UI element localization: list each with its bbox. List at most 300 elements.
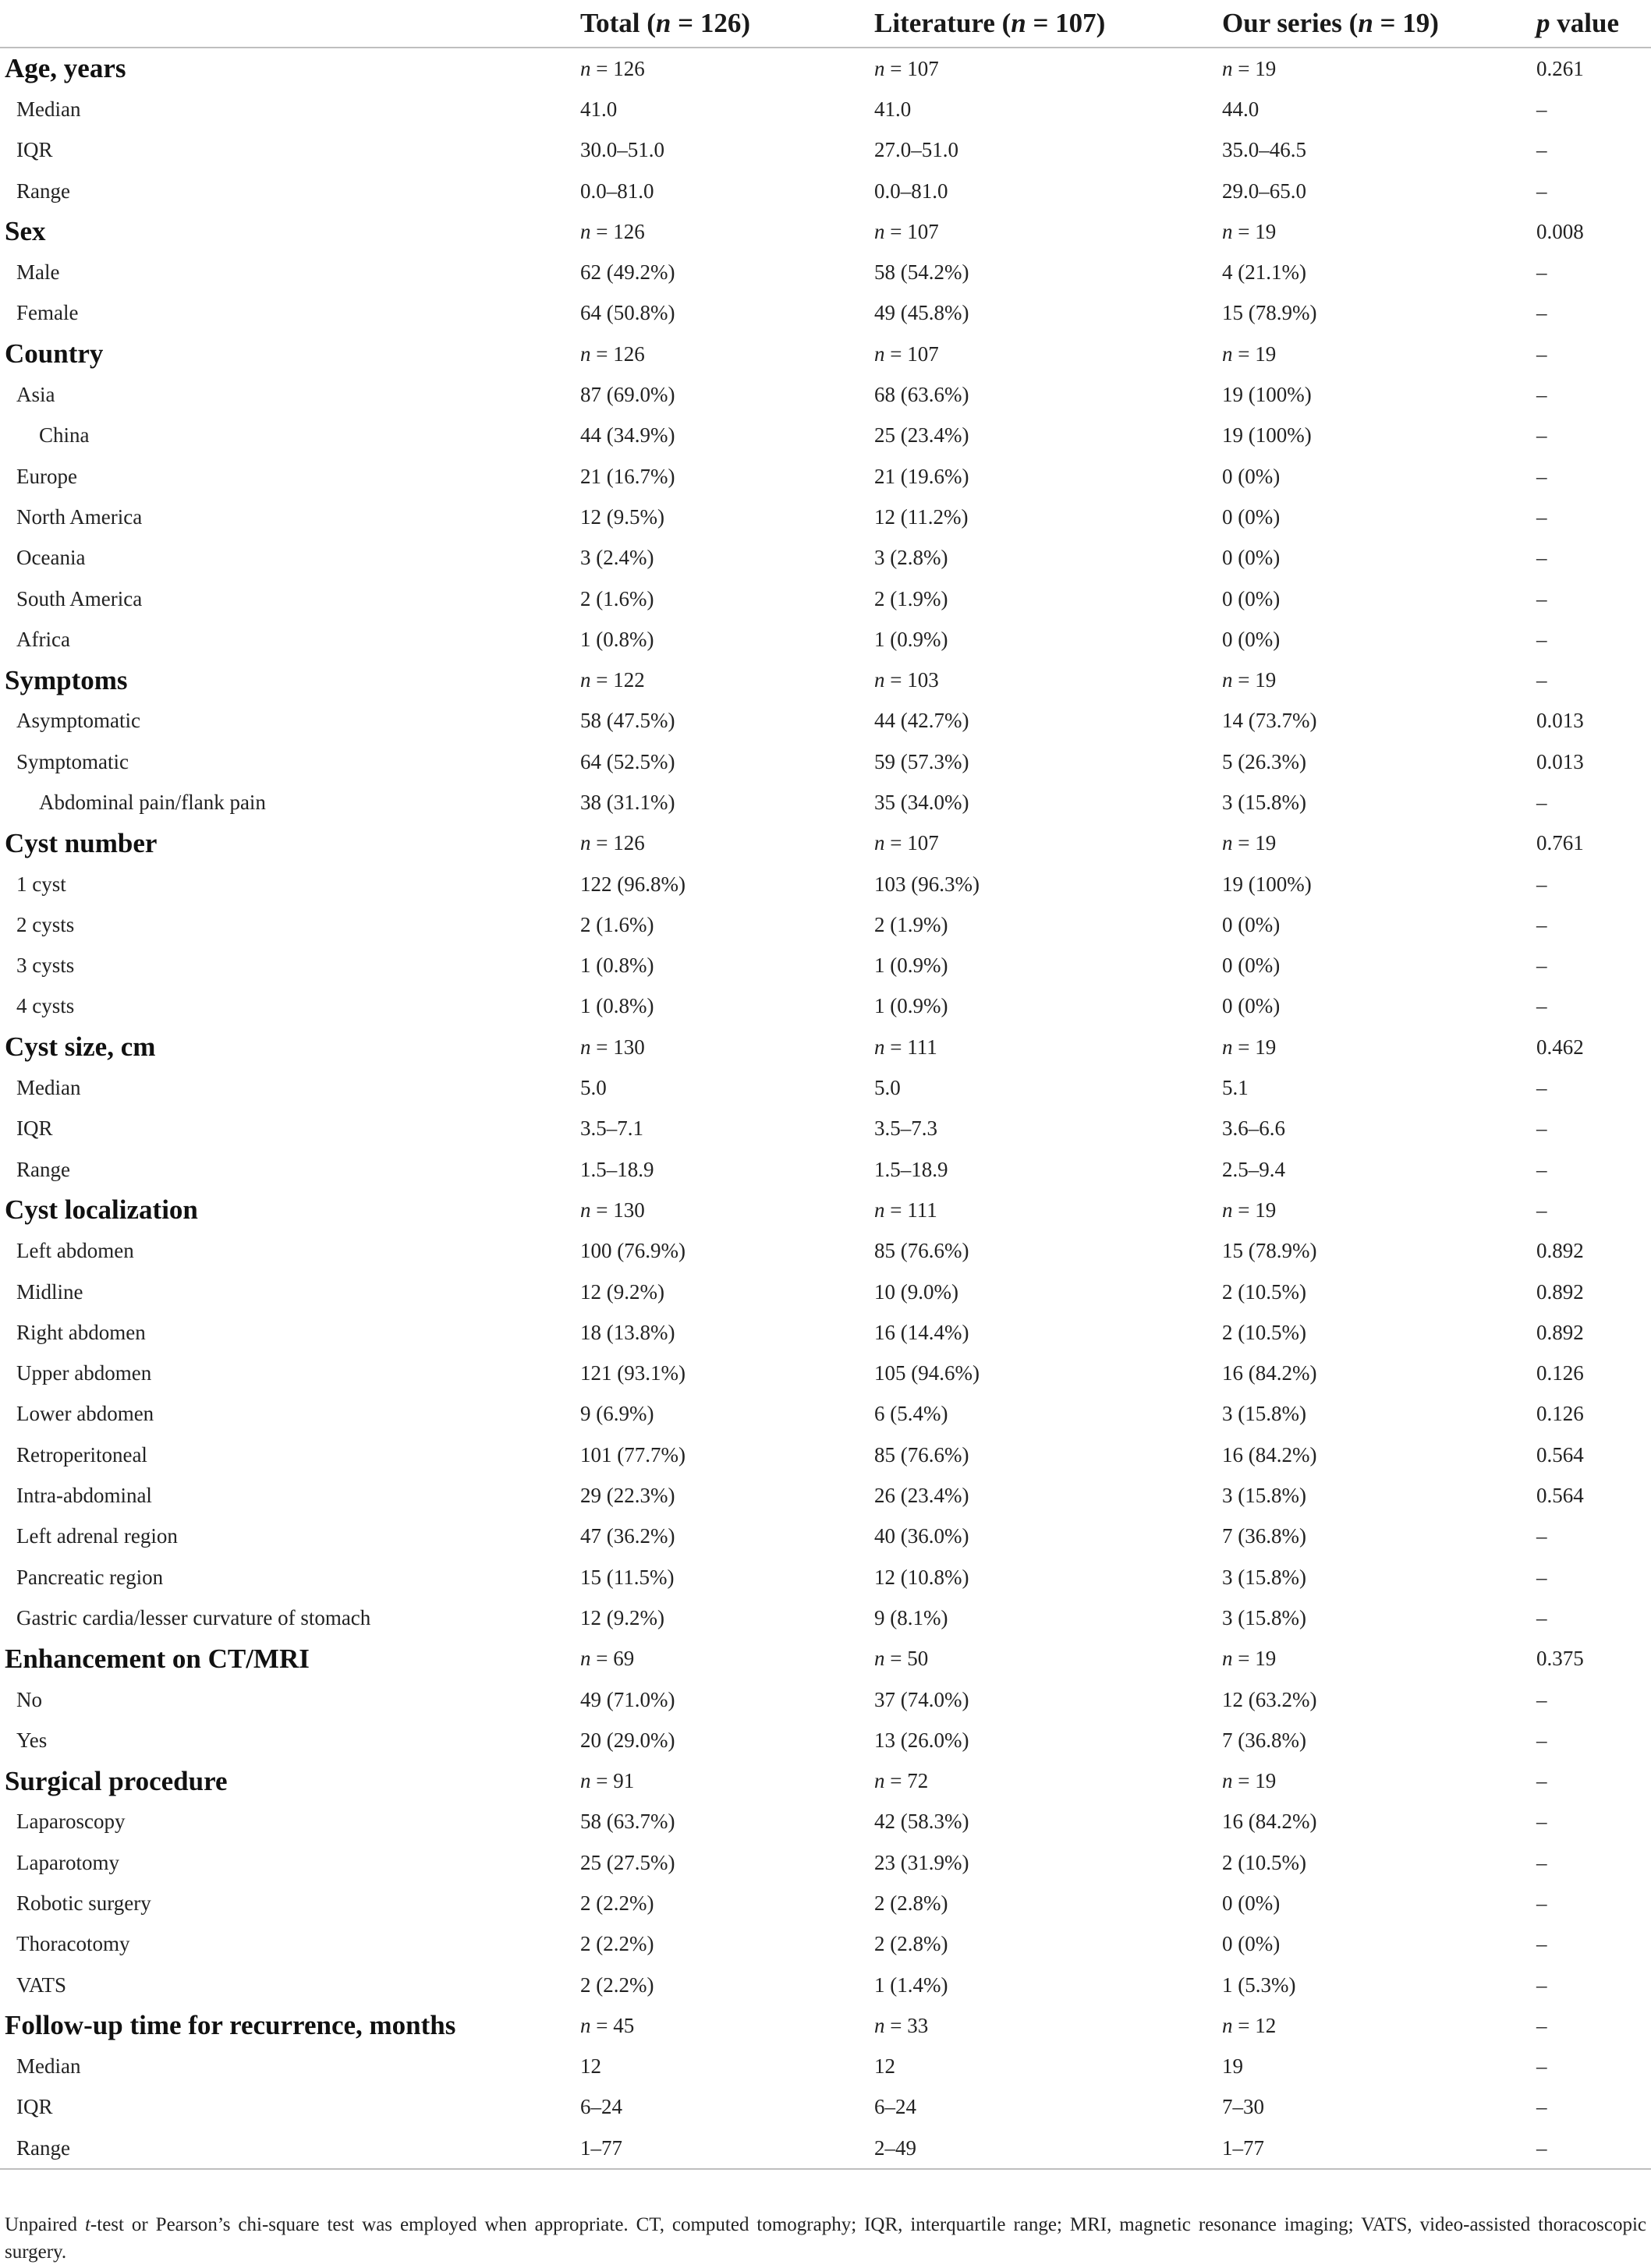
total-value-cell: 12 (9.5%) [580, 504, 664, 529]
literature-value-cell: 10 (9.0%) [874, 1279, 958, 1304]
row-label: Lower abdomen [16, 1402, 154, 1426]
category-row [0, 2005, 1651, 2046]
total-value-cell: 41.0 [580, 97, 618, 121]
total-value-cell: n = 122 [580, 668, 645, 692]
total-value-cell: 12 (9.2%) [580, 1605, 664, 1629]
category-label: Enhancement on CT/MRI [5, 1643, 310, 1674]
header-literature: Literature (n = 107) [874, 0, 1222, 48]
our-series-value-cell: 4 (21.1%) [1222, 260, 1306, 285]
our-series-value-cell: 0 (0%) [1222, 1932, 1281, 1956]
literature-value-cell: 13 (26.0%) [874, 1728, 969, 1752]
category-row [0, 334, 1651, 374]
literature-value-cell: 12 (10.8%) [874, 1565, 969, 1589]
p-value-cell: – [1536, 2095, 1547, 2119]
category-label: Follow-up time for recurrence, months [5, 2010, 456, 2041]
our-series-value-cell: n = 12 [1222, 2013, 1277, 2037]
table-row [0, 374, 1651, 415]
literature-value-cell: n = 111 [874, 1035, 937, 1059]
row-label: Range [0, 2128, 580, 2169]
our-series-value-cell: 0 (0%) [1222, 994, 1281, 1018]
table-row [0, 1924, 1651, 1965]
table-row [0, 1842, 1651, 1883]
table-row [0, 538, 1651, 578]
row-label: Laparotomy [16, 1850, 119, 1874]
total-value-cell: 21 (16.7%) [580, 464, 675, 488]
p-value-cell: – [1536, 504, 1547, 529]
p-value-cell: 0.126 [1536, 1402, 1584, 1426]
total-value-cell: 29 (22.3%) [580, 1484, 675, 1508]
row-label: 2 cysts [16, 912, 75, 936]
table-footnote: Unpaired t-test or Pearson’s chi-square test was employed when appropriate. CT, computed tomography; IQR, interquartile range; MRI, magnetic resonance imaging; VATS, video-assisted thoracoscopic surgery. [5, 2214, 1646, 2263]
p-value-cell: – [1536, 2013, 1547, 2037]
total-value-cell: 44 (34.9%) [580, 423, 675, 448]
category-row [0, 211, 1651, 252]
our-series-value-cell: n = 19 [1222, 1769, 1277, 1793]
our-series-value-cell: 5 (26.3%) [1222, 749, 1306, 773]
p-value-cell: – [1536, 1157, 1547, 1181]
category-row [0, 1190, 1651, 1230]
our-series-value-cell: 19 (100%) [1222, 423, 1312, 448]
table-row [0, 293, 1651, 334]
our-series-value-cell: 2.5–9.4 [1222, 1157, 1285, 1181]
total-value-cell: 3 (2.4%) [580, 546, 654, 570]
row-label: Intra-abdominal [16, 1484, 152, 1508]
table-row [0, 619, 1651, 660]
p-value-cell: 0.008 [1536, 219, 1584, 243]
table-row [0, 2047, 1651, 2087]
category-row [0, 660, 1651, 700]
header-label-cell [0, 0, 580, 48]
our-series-value-cell: 2 (10.5%) [1222, 1850, 1306, 1874]
total-value-cell: n = 130 [580, 1198, 645, 1222]
our-series-value-cell: 29.0–65.0 [1222, 179, 1306, 203]
literature-value-cell: 68 (63.6%) [874, 383, 969, 407]
table-row [0, 130, 1651, 171]
literature-value-cell: 59 (57.3%) [874, 749, 969, 773]
literature-value-cell: 27.0–51.0 [874, 138, 958, 162]
total-value-cell: n = 130 [580, 1035, 645, 1059]
literature-value-cell: 49 (45.8%) [874, 301, 969, 325]
our-series-value-cell: 2 (10.5%) [1222, 1320, 1306, 1344]
p-value-cell: – [1536, 1850, 1547, 1874]
row-label: South America [16, 586, 143, 610]
category-row [0, 823, 1651, 864]
our-series-value-cell: 0 (0%) [1222, 627, 1281, 651]
literature-value-cell: 16 (14.4%) [874, 1320, 969, 1344]
table-row [0, 741, 1651, 782]
p-value-cell: – [1536, 1769, 1547, 1793]
row-label: Upper abdomen [16, 1361, 152, 1385]
our-series-value-cell: 1 (5.3%) [1222, 1973, 1296, 1997]
table-row [0, 1883, 1651, 1923]
p-value-cell: 0.761 [1536, 831, 1584, 855]
our-series-value-cell: 7 (36.8%) [1222, 1728, 1306, 1752]
table-row [0, 1435, 1651, 1475]
total-value-cell: 3.5–7.1 [580, 1116, 643, 1141]
our-series-value-cell: 0 (0%) [1222, 504, 1281, 529]
literature-value-cell: 2 (1.9%) [874, 586, 948, 610]
p-value-cell: – [1536, 1116, 1547, 1141]
table-row [0, 1067, 1651, 1108]
p-value-cell: – [1536, 1198, 1547, 1222]
our-series-value-cell: 0 (0%) [1222, 1891, 1281, 1915]
total-value-cell: 20 (29.0%) [580, 1728, 675, 1752]
row-label: IQR [16, 1116, 53, 1141]
literature-value-cell: 5.0 [874, 1076, 901, 1100]
table-row [0, 1598, 1651, 1638]
row-label: Left adrenal region [16, 1524, 178, 1548]
p-value-cell: – [1536, 1728, 1547, 1752]
category-label: Surgical procedure [5, 1765, 228, 1796]
category-label: Sex [5, 216, 46, 247]
our-series-value-cell: 14 (73.7%) [1222, 709, 1317, 733]
total-value-cell: 58 (63.7%) [580, 1810, 675, 1834]
row-label: Oceania [16, 546, 86, 570]
p-value-cell: 0.892 [1536, 1239, 1584, 1263]
literature-value-cell: 2–49 [874, 2128, 1222, 2169]
row-label: Africa [16, 627, 70, 651]
our-series-value-cell: 15 (78.9%) [1222, 1239, 1317, 1263]
p-value-cell: – [1536, 1891, 1547, 1915]
total-value-cell: 121 (93.1%) [580, 1361, 686, 1385]
total-value-cell: 38 (31.1%) [580, 790, 675, 814]
row-label: Robotic surgery [16, 1891, 151, 1915]
table-row [0, 946, 1651, 986]
row-label: Median [16, 2054, 81, 2079]
table-row [0, 1557, 1651, 1598]
our-series-value-cell: 3 (15.8%) [1222, 1402, 1306, 1426]
row-label: Pancreatic region [16, 1565, 164, 1589]
literature-value-cell: n = 111 [874, 1198, 937, 1222]
table-header [0, 0, 1651, 48]
literature-value-cell: 1 (0.9%) [874, 954, 948, 978]
row-label: Abdominal pain/flank pain [39, 790, 266, 814]
p-value-cell: – [1536, 668, 1547, 692]
total-value-cell: n = 126 [580, 219, 645, 243]
table-row [0, 1802, 1651, 1842]
p-value-cell: 0.013 [1536, 749, 1584, 773]
p-value-cell: – [1536, 872, 1547, 896]
table-row [0, 2128, 1651, 2169]
our-series-value-cell: n = 19 [1222, 219, 1277, 243]
table-row [0, 701, 1651, 741]
p-value-cell: – [1536, 301, 1547, 325]
our-series-value-cell: 3.6–6.6 [1222, 1116, 1285, 1141]
table-row [0, 864, 1651, 904]
our-series-value-cell: 5.1 [1222, 1076, 1249, 1100]
total-value-cell: 2 (2.2%) [580, 1891, 654, 1915]
p-value-cell: – [1536, 790, 1547, 814]
literature-value-cell: n = 107 [874, 341, 939, 366]
our-series-value-cell: 0 (0%) [1222, 954, 1281, 978]
p-value-cell: – [1536, 138, 1547, 162]
table-row [0, 1231, 1651, 1272]
table-row [0, 456, 1651, 497]
literature-value-cell: 1 (1.4%) [874, 1973, 948, 1997]
total-value-cell: n = 126 [580, 831, 645, 855]
p-value-cell: – [1536, 179, 1547, 203]
literature-value-cell: 35 (34.0%) [874, 790, 969, 814]
total-value-cell: 12 (9.2%) [580, 1279, 664, 1304]
p-value-cell: – [1536, 423, 1547, 448]
row-label: Female [16, 301, 79, 325]
category-label: Cyst number [5, 827, 158, 858]
our-series-value-cell: n = 19 [1222, 341, 1277, 366]
row-label: Symptomatic [16, 749, 129, 773]
row-label: Gastric cardia/lesser curvature of stomach [16, 1605, 371, 1629]
total-value-cell: 1–77 [580, 2128, 874, 2169]
total-value-cell: 0.0–81.0 [580, 179, 654, 203]
literature-value-cell: 44 (42.7%) [874, 709, 969, 733]
literature-value-cell: 41.0 [874, 97, 912, 121]
total-value-cell: 18 (13.8%) [580, 1320, 675, 1344]
our-series-value-cell: 15 (78.9%) [1222, 301, 1317, 325]
total-value-cell: 2 (2.2%) [580, 1932, 654, 1956]
table-row [0, 1109, 1651, 1149]
total-value-cell: 6–24 [580, 2095, 622, 2119]
p-value-cell: – [1536, 1810, 1547, 1834]
total-value-cell: 2 (1.6%) [580, 586, 654, 610]
row-label: Left abdomen [16, 1239, 134, 1263]
p-value-cell: – [1536, 1524, 1547, 1548]
total-value-cell: 1 (0.8%) [580, 994, 654, 1018]
literature-value-cell: 12 [874, 2054, 895, 2079]
p-value-cell: – [1536, 97, 1547, 121]
literature-value-cell: n = 107 [874, 56, 939, 80]
header-row [0, 0, 1651, 48]
row-label: Median [16, 1076, 81, 1100]
p-value-cell: 0.013 [1536, 709, 1584, 733]
row-label: Asymptomatic [16, 709, 140, 733]
p-value-cell: – [1536, 341, 1547, 366]
total-value-cell: 87 (69.0%) [580, 383, 675, 407]
p-value-cell: – [1536, 464, 1547, 488]
p-value-cell: – [1536, 260, 1547, 285]
literature-value-cell: 0.0–81.0 [874, 179, 948, 203]
row-label: Range [16, 1157, 70, 1181]
total-value-cell: n = 126 [580, 341, 645, 366]
table-row [0, 2087, 1651, 2128]
table-row [0, 1394, 1651, 1435]
our-series-value-cell: 0 (0%) [1222, 586, 1281, 610]
p-value-cell: – [1536, 2128, 1651, 2169]
header-our-series: Our series (n = 19) [1222, 0, 1536, 48]
table-row [0, 578, 1651, 619]
total-value-cell: 2 (2.2%) [580, 1973, 654, 1997]
row-label: No [16, 1687, 42, 1711]
literature-value-cell: 58 (54.2%) [874, 260, 969, 285]
literature-value-cell: 85 (76.6%) [874, 1239, 969, 1263]
our-series-value-cell: 7–30 [1222, 2095, 1264, 2119]
total-value-cell: n = 91 [580, 1769, 635, 1793]
literature-value-cell: n = 107 [874, 831, 939, 855]
table-row [0, 1312, 1651, 1353]
p-value-cell: 0.375 [1536, 1647, 1584, 1671]
p-value-cell: – [1536, 1932, 1547, 1956]
literature-value-cell: 23 (31.9%) [874, 1850, 969, 1874]
p-value-cell: 0.892 [1536, 1279, 1584, 1304]
our-series-value-cell: 12 (63.2%) [1222, 1687, 1317, 1711]
table-body [0, 48, 1651, 2169]
total-value-cell: 1 (0.8%) [580, 954, 654, 978]
p-value-cell: 0.564 [1536, 1484, 1584, 1508]
row-label: Laparoscopy [16, 1810, 126, 1834]
header-p-value: p value [1536, 0, 1651, 48]
literature-value-cell: 1 (0.9%) [874, 627, 948, 651]
our-series-value-cell: 16 (84.2%) [1222, 1810, 1317, 1834]
p-value-cell: – [1536, 586, 1547, 610]
our-series-value-cell: 1–77 [1222, 2128, 1536, 2169]
table-row [0, 1353, 1651, 1394]
category-row [0, 1027, 1651, 1067]
table-row [0, 171, 1651, 211]
p-value-cell: – [1536, 1973, 1547, 1997]
literature-value-cell: 42 (58.3%) [874, 1810, 969, 1834]
our-series-value-cell: 3 (15.8%) [1222, 1484, 1306, 1508]
our-series-value-cell: 0 (0%) [1222, 546, 1281, 570]
p-value-cell: – [1536, 1687, 1547, 1711]
literature-value-cell: 6–24 [874, 2095, 916, 2119]
total-value-cell: 9 (6.9%) [580, 1402, 654, 1426]
header-total: Total (n = 126) [580, 0, 874, 48]
literature-value-cell: 2 (2.8%) [874, 1932, 948, 1956]
total-value-cell: 1.5–18.9 [580, 1157, 654, 1181]
literature-value-cell: 25 (23.4%) [874, 423, 969, 448]
row-label: 1 cyst [16, 872, 66, 896]
total-value-cell: 122 (96.8%) [580, 872, 686, 896]
p-value-cell: – [1536, 954, 1547, 978]
our-series-value-cell: 19 (100%) [1222, 383, 1312, 407]
literature-value-cell: 1 (0.9%) [874, 994, 948, 1018]
p-value-cell: – [1536, 994, 1547, 1018]
p-value-cell: 0.126 [1536, 1361, 1584, 1385]
our-series-value-cell: 44.0 [1222, 97, 1260, 121]
row-label: Thoracotomy [16, 1932, 130, 1956]
p-value-cell: – [1536, 546, 1547, 570]
literature-value-cell: 3 (2.8%) [874, 546, 948, 570]
row-label: Retroperitoneal [16, 1442, 147, 1467]
literature-value-cell: n = 33 [874, 2013, 929, 2037]
p-value-cell: 0.564 [1536, 1442, 1584, 1467]
total-value-cell: 2 (1.6%) [580, 912, 654, 936]
table-row [0, 1965, 1651, 2005]
table-row [0, 1516, 1651, 1557]
category-row [0, 48, 1651, 89]
our-series-value-cell: 7 (36.8%) [1222, 1524, 1306, 1548]
category-label: Cyst size, cm [5, 1031, 156, 1063]
p-value-cell: – [1536, 627, 1547, 651]
total-value-cell: 100 (76.9%) [580, 1239, 686, 1263]
table-row [0, 1272, 1651, 1312]
total-value-cell: 58 (47.5%) [580, 709, 675, 733]
category-label: Age, years [5, 53, 126, 84]
category-label: Cyst localization [5, 1194, 198, 1226]
table-row [0, 1720, 1651, 1760]
literature-value-cell: 3.5–7.3 [874, 1116, 937, 1141]
row-label: Right abdomen [16, 1320, 146, 1344]
p-value-cell: 0.462 [1536, 1035, 1584, 1059]
our-series-value-cell: n = 19 [1222, 831, 1277, 855]
p-value-cell: – [1536, 912, 1547, 936]
row-label: Yes [16, 1728, 48, 1752]
p-value-cell: – [1536, 1076, 1547, 1100]
row-label: VATS [16, 1973, 67, 1997]
literature-value-cell: n = 107 [874, 219, 939, 243]
our-series-value-cell: 0 (0%) [1222, 464, 1281, 488]
table-row [0, 89, 1651, 129]
total-value-cell: 12 [580, 2054, 601, 2079]
row-label: 4 cysts [16, 994, 75, 1018]
literature-value-cell: 9 (8.1%) [874, 1605, 948, 1629]
table-row [0, 252, 1651, 292]
literature-value-cell: 26 (23.4%) [874, 1484, 969, 1508]
row-label: China [39, 423, 90, 448]
category-label: Country [5, 338, 104, 370]
literature-value-cell: n = 72 [874, 1769, 929, 1793]
our-series-value-cell: 16 (84.2%) [1222, 1442, 1317, 1467]
literature-value-cell: 12 (11.2%) [874, 504, 969, 529]
p-value-cell: – [1536, 1605, 1547, 1629]
category-row [0, 1639, 1651, 1679]
our-series-value-cell: 35.0–46.5 [1222, 138, 1306, 162]
total-value-cell: 64 (52.5%) [580, 749, 675, 773]
our-series-value-cell: n = 19 [1222, 1647, 1277, 1671]
total-value-cell: 62 (49.2%) [580, 260, 675, 285]
table-row [0, 1149, 1651, 1190]
literature-value-cell: 21 (19.6%) [874, 464, 969, 488]
row-label: Range [16, 179, 70, 203]
literature-value-cell: 40 (36.0%) [874, 1524, 969, 1548]
row-label: Median [16, 97, 81, 121]
table-row [0, 497, 1651, 537]
total-value-cell: 5.0 [580, 1076, 607, 1100]
row-label: Male [16, 260, 60, 285]
our-series-value-cell: 3 (15.8%) [1222, 1565, 1306, 1589]
total-value-cell: 1 (0.8%) [580, 627, 654, 651]
our-series-value-cell: n = 19 [1222, 1035, 1277, 1059]
p-value-cell: – [1536, 1565, 1547, 1589]
category-row [0, 1760, 1651, 1801]
our-series-value-cell: n = 19 [1222, 56, 1277, 80]
our-series-value-cell: n = 19 [1222, 668, 1277, 692]
row-label: IQR [16, 2095, 53, 2119]
row-label: 3 cysts [16, 954, 75, 978]
total-value-cell: 30.0–51.0 [580, 138, 664, 162]
literature-value-cell: 1.5–18.9 [874, 1157, 948, 1181]
total-value-cell: 47 (36.2%) [580, 1524, 675, 1548]
our-series-value-cell: 2 (10.5%) [1222, 1279, 1306, 1304]
row-label: Midline [16, 1279, 83, 1304]
table-row [0, 782, 1651, 823]
category-label: Symptoms [5, 664, 128, 695]
literature-value-cell: 103 (96.3%) [874, 872, 980, 896]
p-value-cell: 0.892 [1536, 1320, 1584, 1344]
table-row [0, 904, 1651, 945]
total-value-cell: 25 (27.5%) [580, 1850, 675, 1874]
total-value-cell: 64 (50.8%) [580, 301, 675, 325]
table-row [0, 986, 1651, 1027]
our-series-value-cell: 19 [1222, 2054, 1243, 2079]
our-series-value-cell: 19 (100%) [1222, 872, 1312, 896]
row-label: IQR [16, 138, 53, 162]
total-value-cell: 49 (71.0%) [580, 1687, 675, 1711]
total-value-cell: n = 45 [580, 2013, 635, 2037]
p-value-cell: – [1536, 383, 1547, 407]
our-series-value-cell: n = 19 [1222, 1198, 1277, 1222]
total-value-cell: n = 126 [580, 56, 645, 80]
literature-value-cell: 37 (74.0%) [874, 1687, 969, 1711]
literature-value-cell: 85 (76.6%) [874, 1442, 969, 1467]
